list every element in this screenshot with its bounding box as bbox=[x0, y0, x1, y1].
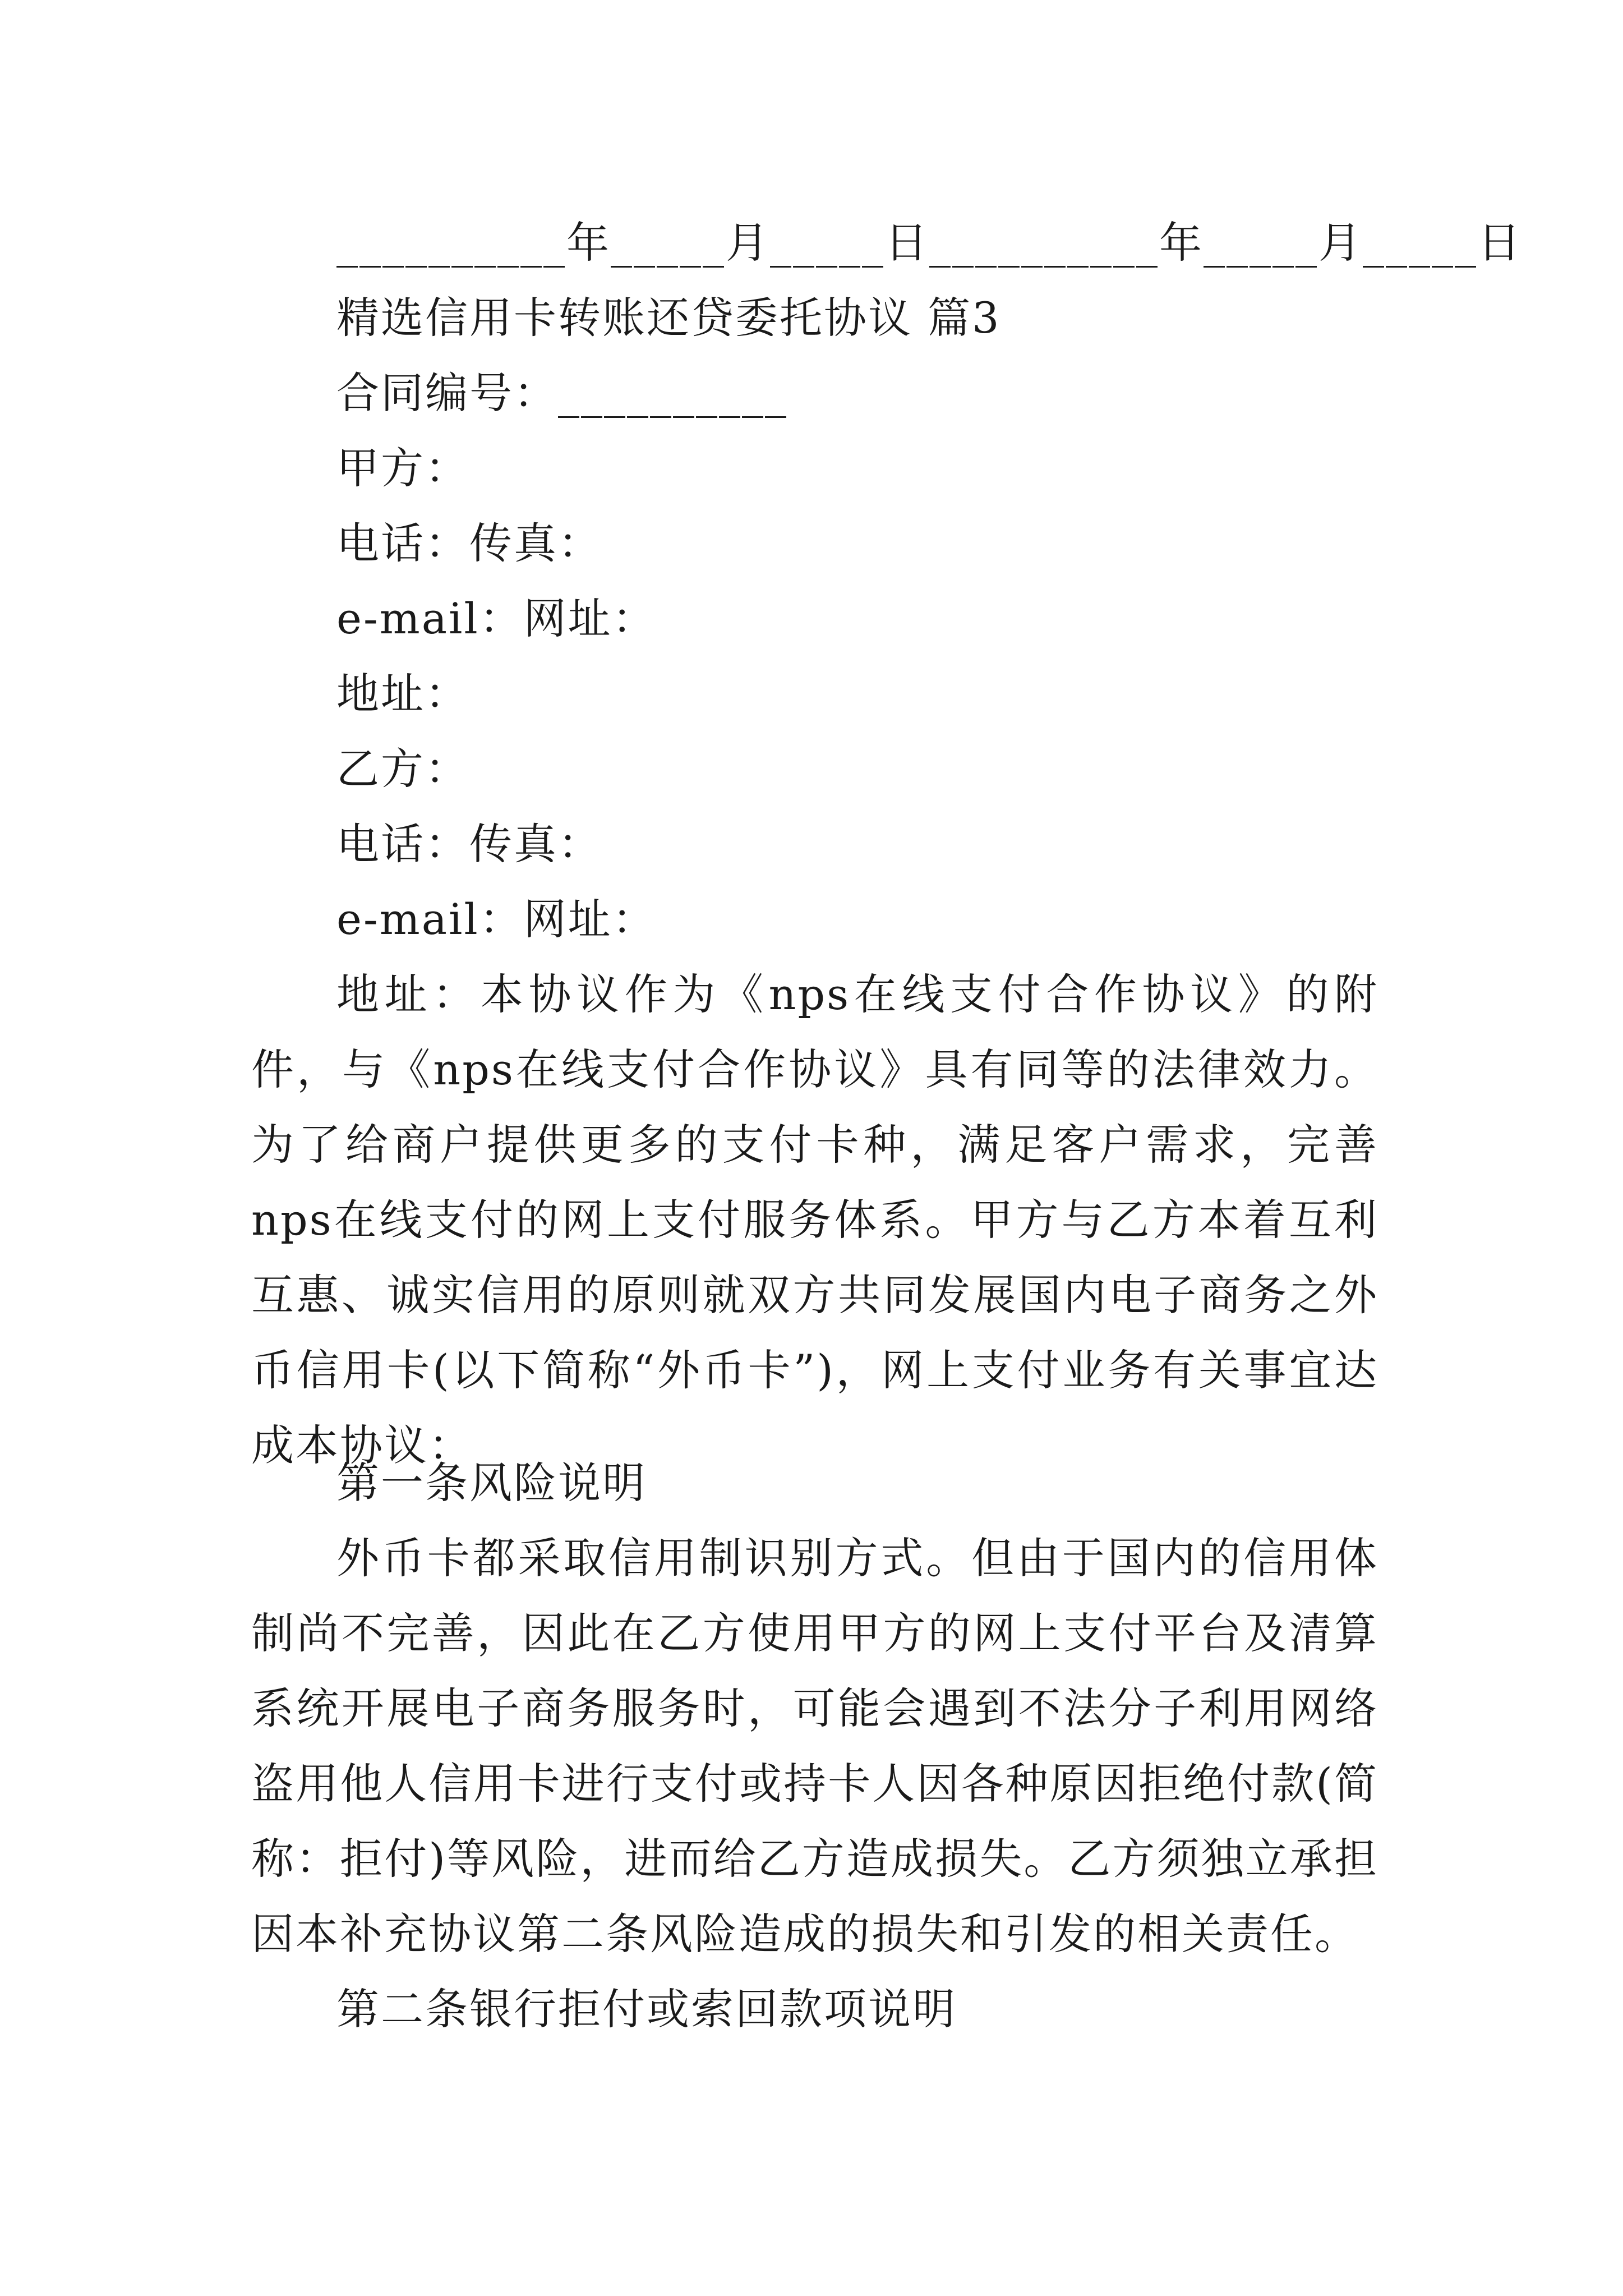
party-a-address: 地址： bbox=[336, 669, 469, 719]
intro-paragraph bbox=[251, 957, 1378, 1483]
contract-number: 合同编号：__________ bbox=[336, 368, 788, 418]
party-b-email-web: e-mail：网址： bbox=[336, 894, 657, 944]
party-a-label: 甲方： bbox=[336, 443, 469, 493]
party-a-email-web: e-mail：网址： bbox=[336, 593, 657, 643]
party-a-phone-fax: 电话：传真： bbox=[336, 518, 602, 568]
article-1-title: 第一条风险说明 bbox=[336, 1458, 647, 1508]
date-line: __________年_____月_____日__________年_____月_____日 bbox=[336, 218, 1522, 268]
intro-paragraph-text: 地址：本协议作为《nps在线支付合作协议》的附件，与《nps在线支付合作协议》具有同等的法律效力。为了给商户提供更多的支付卡种，满足客户需求，完善nps在线支付的网上支付服务体系。甲方与乙方本着互利互惠、诚实信用的原则就双方共同发展国内电子商务之外币信用卡(以下简称“外币卡”)，网上支付业务有关事宜达成本协议： bbox=[251, 969, 1378, 1470]
article-1-body-text: 外币卡都采取信用制识别方式。但由于国内的信用体制尚不完善，因此在乙方使用甲方的网上支付平台及清算系统开展电子商务服务时，可能会遇到不法分子利用网络盗用他人信用卡进行支付或持卡人因各种原因拒绝付款(简称：拒付)等风险，进而给乙方造成损失。乙方须独立承担因本补充协议第二条风险造成的损失和引发的相关责任。 bbox=[251, 1533, 1378, 1959]
party-b-label: 乙方： bbox=[336, 744, 469, 794]
article-2-title: 第二条银行拒付或索回款项说明 bbox=[336, 1984, 957, 2034]
article-1-body bbox=[251, 1521, 1378, 1972]
section-title: 精选信用卡转账还贷委托协议 篇3 bbox=[336, 293, 1001, 343]
party-b-phone-fax: 电话：传真： bbox=[336, 819, 602, 869]
